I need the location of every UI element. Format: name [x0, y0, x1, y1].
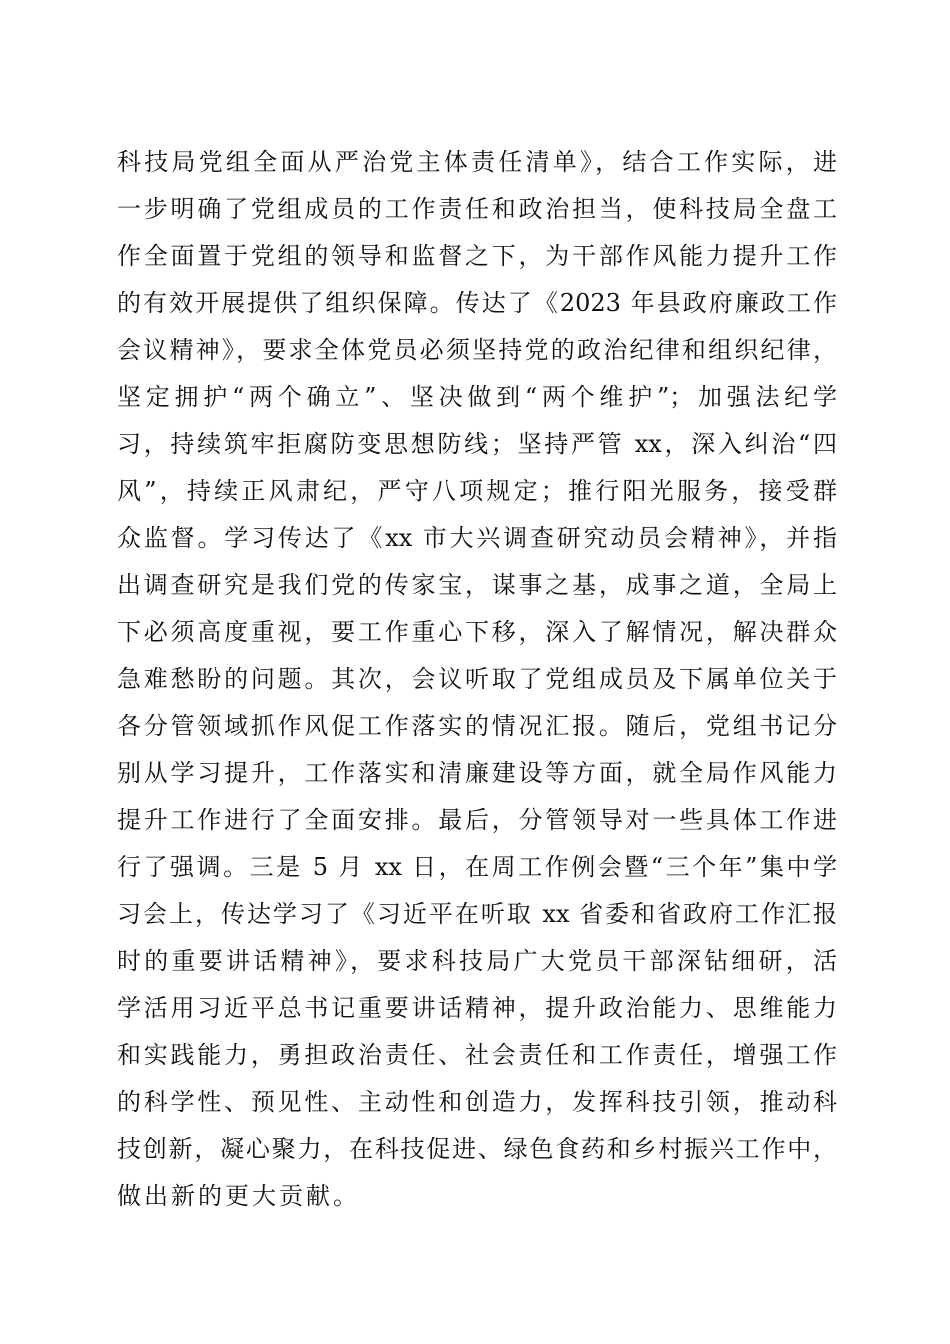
- paragraph-line: 学活用习近平总书记重要讲话精神，提升政治能力、思维能力: [117, 994, 837, 1022]
- paragraph-line: 各分管领域抓作风促工作落实的情况汇报。随后，党组书记分: [117, 712, 837, 740]
- paragraph-line: 出调查研究是我们党的传家宝，谋事之基，成事之道，全局上: [117, 571, 837, 599]
- paragraph-line: 别从学习提升，工作落实和清廉建设等方面，就全局作风能力: [117, 759, 837, 787]
- paragraph-line: 的有效开展提供了组织保障。传达了《2023 年县政府廉政工作: [117, 289, 837, 317]
- paragraph-line: 行了强调。三是 5 月 xx 日，在周工作例会暨“三个年”集中学: [117, 853, 837, 881]
- paragraph-line: 会议精神》，要求全体党员必须坚持党的政治纪律和组织纪律，: [117, 336, 837, 364]
- paragraph-line: 坚定拥护“两个确立”、坚决做到“两个维护”；加强法纪学: [117, 383, 837, 411]
- paragraph-line: 习会上，传达学习了《习近平在听取 xx 省委和省政府工作汇报: [117, 900, 837, 928]
- paragraph-line: 众监督。学习传达了《xx 市大兴调查研究动员会精神》，并指: [117, 524, 837, 552]
- paragraph-line: 习，持续筑牢拒腐防变思想防线；坚持严管 xx，深入纠治“四: [117, 430, 837, 458]
- paragraph-line: 和实践能力，勇担政治责任、社会责任和工作责任，增强工作: [117, 1041, 837, 1069]
- paragraph-line: 的科学性、预见性、主动性和创造力，发挥科技引领，推动科: [117, 1088, 837, 1116]
- paragraph-line: 一步明确了党组成员的工作责任和政治担当，使科技局全盘工: [117, 195, 837, 223]
- body-paragraph: [117, 139, 837, 1220]
- paragraph-line: 时的重要讲话精神》，要求科技局广大党员干部深钻细研，活: [117, 947, 837, 975]
- paragraph-line: 风”，持续正风肃纪，严守八项规定；推行阳光服务，接受群: [117, 477, 837, 505]
- paragraph-line: 提升工作进行了全面安排。最后，分管领导对一些具体工作进: [117, 806, 837, 834]
- paragraph-line: 科技局党组全面从严治党主体责任清单》，结合工作实际，进: [117, 148, 837, 176]
- paragraph-line: 技创新，凝心聚力，在科技促进、绿色食药和乡村振兴工作中，: [117, 1135, 837, 1163]
- paragraph-line: 作全面置于党组的领导和监督之下，为干部作风能力提升工作: [117, 242, 837, 270]
- paragraph-line: 急难愁盼的问题。其次，会议听取了党组成员及下属单位关于: [117, 665, 837, 693]
- paragraph-line-last: 做出新的更大贡献。: [117, 1182, 360, 1210]
- paragraph-line: 下必须高度重视，要工作重心下移，深入了解情况，解决群众: [117, 618, 837, 646]
